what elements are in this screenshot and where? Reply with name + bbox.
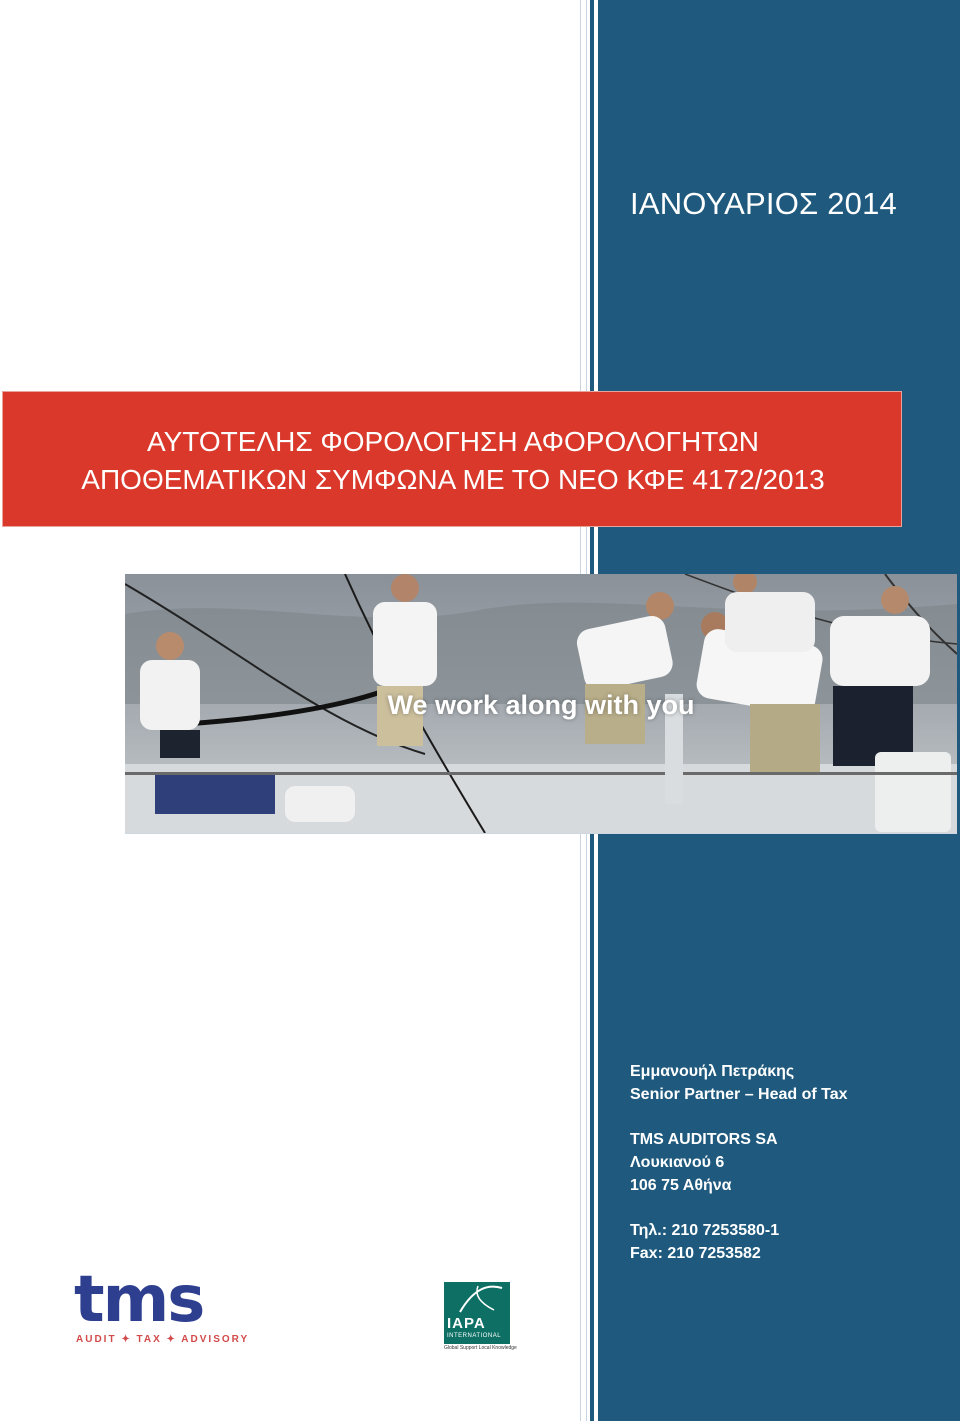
document-title-line-2: ΑΠΟΘΕΜΑΤΙΚΩΝ ΣΥΜΦΩΝΑ ΜΕ ΤΟ ΝΕΟ ΚΦΕ 4172/2013 [81,464,825,495]
iapa-logo-box [444,1282,510,1344]
iapa-swirl-icon [444,1282,510,1316]
company-fax: Fax: 210 7253582 [630,1245,761,1262]
iapa-logo-tagline: Global Support Local Knowledge [444,1345,517,1351]
author-role: Senior Partner – Head of Tax [630,1086,848,1103]
company-phone: Τηλ.: 210 7253580-1 [630,1222,780,1239]
company-street: Λουκιανού 6 [630,1154,725,1171]
iapa-logo-sub: INTERNATIONAL [447,1333,502,1339]
sailing-crew-photo [125,574,957,834]
document-date: ΙΑΝΟΥΑΡΙΟΣ 2014 [630,186,897,221]
author-name: Εμμανουήλ Πετράκης [630,1063,795,1080]
title-banner [2,391,902,527]
iapa-logo [444,1282,517,1354]
document-title-line-1: ΑΥΤΟΤΕΛΗΣ ΦΟΡΟΛΟΓΗΣΗ ΑΦΟΡΟΛΟΓΗΤΩΝ [146,426,760,457]
tms-logo [74,1263,250,1354]
iapa-logo-word: IAPA [447,1315,486,1332]
tms-logo-word: tms [74,1263,204,1337]
company-city: 106 75 Αθήνα [630,1177,732,1194]
company-name: TMS AUDITORS SA [630,1131,778,1148]
tms-logo-tagline: AUDIT ✦ TAX ✦ ADVISORY [76,1334,250,1345]
photo-slogan: We work along with you [387,690,695,720]
